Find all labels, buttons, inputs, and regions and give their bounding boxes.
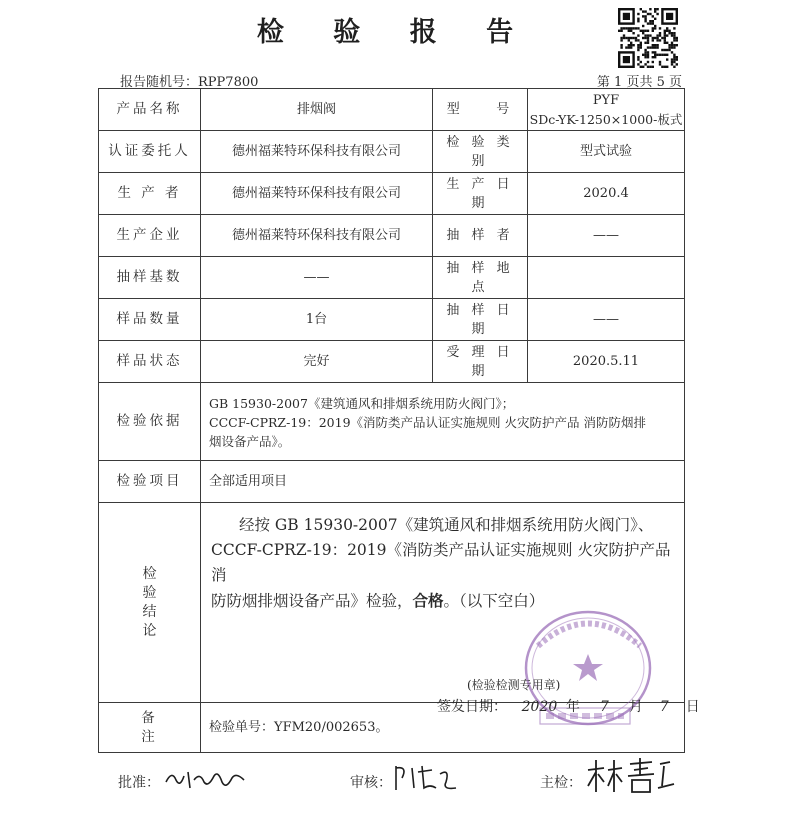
basis-value [201,383,685,461]
basis-label: 检验依据 [99,383,201,461]
model-value-line2: SDc-YK-1250×1000-板式 [529,111,683,127]
client-value: 德州福莱特环保科技有限公司 [201,131,433,173]
conclusion-line-text: 经按 GB 15930-2007《建筑通风和排烟系统用防火阀门》、 [239,516,654,534]
product-name-label: 产品名称 [99,89,201,131]
report-title: 检 验 报 告 [256,17,534,48]
basis-line: GB 15930-2007《建筑通风和排烟系统用防火阀门》； [209,395,515,411]
sample-status-value: 完好 [201,341,433,383]
reviewer-label: 审核： [350,775,392,791]
report-number-label: 报告随机号： [120,75,199,90]
remarks-label [99,703,201,753]
issue-date-year-suffix: 年 [565,699,580,715]
label-line: 期 [471,363,489,379]
report-number-value: RPP7800 [198,75,259,90]
inspector-signature-icon [582,756,678,796]
sampling-date-label [433,299,528,341]
sample-status-label: 样品状态 [99,341,201,383]
basis-line: 烟设备产品》。 [209,433,291,449]
table-row [99,257,685,299]
producer-value: 德州福莱特环保科技有限公司 [201,173,433,215]
label-line: 检 验 类 [446,134,514,150]
issue-date-month: 7 [599,699,609,715]
label-line: 期 [471,195,489,211]
product-name-value: 排烟阀 [201,89,433,131]
model-label: 型 号 [433,89,528,131]
conclusion-result: 合格 [412,591,444,610]
sample-base-label: 抽样基数 [99,257,201,299]
label-line: 注 [141,728,158,745]
conclusion-label-char: 验 [142,584,157,601]
label-line: 点 [471,279,489,295]
table-row [99,299,685,341]
issue-date-year: 2020 [521,699,558,715]
production-date-value: 2020.4 [528,173,685,215]
table-row [99,215,685,257]
manufacturer-value: 德州福莱特环保科技有限公司 [201,215,433,257]
reviewer-signature-icon [392,760,462,794]
acceptance-date-label [433,341,528,383]
stamp-label: (检验检测专用章) [467,678,561,692]
issue-date-month-suffix: 月 [628,699,643,715]
conclusion-label-char: 论 [142,622,157,639]
inspection-type-label [433,131,528,173]
sampler-value: —— [528,215,685,257]
issue-date [437,696,700,716]
inspector-label: 主检： [540,775,582,791]
label-line: 抽 样 日 [446,302,514,318]
conclusion-label [99,503,201,703]
conclusion-label-char: 结 [142,603,157,620]
conclusion-line [211,513,672,538]
sample-quantity-value: 1台 [201,299,433,341]
label-line: 抽 样 地 [446,260,514,276]
table-row [99,341,685,383]
conclusion-line: CCCF-CPRZ-19：2019《消防类产品认证实施规则 火灾防护产品消 [211,541,671,584]
manufacturer-label: 生产企业 [99,215,201,257]
page-info: 第 1 页共 5 页 [596,75,682,90]
approver-label: 批准： [118,775,160,791]
sample-quantity-label: 样品数量 [99,299,201,341]
label-line: 备 [141,709,158,726]
issue-date-label: 签发日期： [437,699,507,715]
table-row [99,383,685,461]
inspection-type-value: 型式试验 [528,131,685,173]
sample-base-value: —— [201,257,433,299]
client-label: 认证委托人 [99,131,201,173]
sampling-location-value [528,257,685,299]
sampling-location-label [433,257,528,299]
table-row [99,89,685,131]
approver-signature-icon [160,762,250,794]
acceptance-date-value: 2020.5.11 [528,341,685,383]
label-line: 生 产 日 [446,176,514,192]
label-line: 受 理 日 [446,344,514,360]
model-value-line1: PYF [592,92,620,108]
table-row [99,131,685,173]
qr-code-icon [614,8,682,68]
items-value: 全部适用项目 [201,461,685,503]
conclusion-text [201,503,684,614]
remarks-value: 检验单号：YFM20/002653。 [201,703,685,753]
conclusion-line-text: 防防烟排烟设备产品》检验， [211,592,413,610]
label-line: 别 [471,153,489,169]
issue-date-day-suffix: 日 [685,699,700,715]
issue-date-day: 7 [659,699,669,715]
table-row [99,173,685,215]
model-value [528,89,685,131]
label-line: 期 [471,321,489,337]
sampler-label: 抽 样 者 [433,215,528,257]
items-label: 检验项目 [99,461,201,503]
producer-label: 生 产 者 [99,173,201,215]
conclusion-label-char: 检 [142,565,157,582]
conclusion-line-text: 。（以下空白） [443,592,545,610]
official-seal-stamp [518,606,658,736]
sampling-date-value: —— [528,299,685,341]
production-date-label [433,173,528,215]
basis-line: CCCF-CPRZ-19：2019《消防类产品认证实施规则 火灾防护产品 消防防烟排 [209,414,646,430]
table-row [99,461,685,503]
